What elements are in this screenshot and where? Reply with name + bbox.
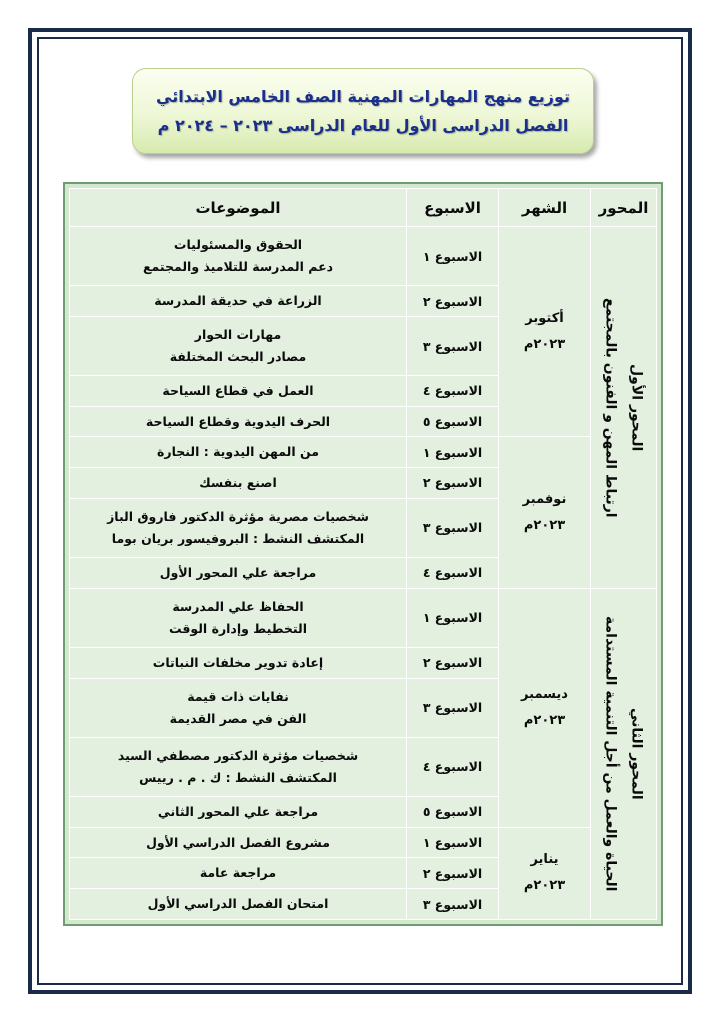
week-cell: الاسبوع ١ bbox=[407, 827, 499, 858]
topic-cell bbox=[70, 437, 407, 468]
week-cell: الاسبوع ٤ bbox=[407, 376, 499, 407]
topic-cell bbox=[70, 498, 407, 557]
topic-text: مهارات الحوار bbox=[194, 327, 282, 343]
topic-text: مراجعة عامة bbox=[199, 865, 277, 881]
schedule-table bbox=[69, 188, 657, 920]
week-cell: الاسبوع ٢ bbox=[407, 858, 499, 889]
topic-cell bbox=[70, 468, 407, 499]
topic-cell bbox=[70, 647, 407, 678]
month-name: ديسمبر bbox=[521, 686, 568, 702]
topic-text: العمل في قطاع السياحة bbox=[162, 382, 314, 398]
axis-title: ارتباط المهن و الفنون بالمجتمع bbox=[602, 297, 619, 518]
topic-text: المكتشف النشط : ك . م . رييس bbox=[139, 769, 337, 785]
week-cell: الاسبوع ١ bbox=[407, 437, 499, 468]
week-cell: الاسبوع ٣ bbox=[407, 678, 499, 737]
topic-text: إعادة تدوير مخلفات النباتات bbox=[152, 654, 324, 670]
topic-text: شخصيات مؤثرة الدكتور مصطفي السيد bbox=[117, 747, 359, 763]
week-cell: الاسبوع ٥ bbox=[407, 797, 499, 828]
week-cell: الاسبوع ١ bbox=[407, 227, 499, 286]
topic-cell bbox=[70, 286, 407, 317]
topic-text: شخصيات مصرية مؤثرة الدكتور فاروق الباز bbox=[107, 508, 369, 524]
page-title: توزيع منهج المهارات المهنية الصف الخامس الابتدائي bbox=[156, 87, 570, 106]
topic-text: الحقوق والمسئوليات bbox=[173, 237, 303, 253]
topic-text: الحرف اليدوية وقطاع السياحة bbox=[145, 413, 331, 429]
schedule-table-container bbox=[63, 182, 663, 926]
month-name: نوفمبر bbox=[522, 491, 567, 507]
topic-cell bbox=[70, 737, 407, 796]
topic-text: الزراعة في حديقة المدرسة bbox=[154, 293, 322, 309]
table-row bbox=[70, 227, 657, 286]
topic-text: نفايات ذات قيمة bbox=[187, 688, 289, 704]
topic-cell bbox=[70, 406, 407, 437]
axis-name: المحور الثاني bbox=[628, 708, 645, 800]
topic-text: من المهن اليدوية : النجارة bbox=[157, 444, 319, 460]
topic-cell bbox=[70, 376, 407, 407]
topic-cell bbox=[70, 797, 407, 828]
week-cell: الاسبوع ٢ bbox=[407, 468, 499, 499]
week-cell: الاسبوع ٣ bbox=[407, 498, 499, 557]
month-name: أكتوبر bbox=[525, 310, 564, 326]
axis-title: الحياة والعمل من أجل التنمية المستدامة bbox=[602, 616, 619, 892]
topic-text: مشروع الفصل الدراسي الأول bbox=[146, 834, 330, 850]
topic-text: امتحان الفصل الدراسي الأول bbox=[147, 896, 329, 912]
topic-cell bbox=[70, 678, 407, 737]
axis-cell-1 bbox=[591, 227, 657, 589]
month-year: ٢٠٢٣م bbox=[523, 517, 566, 533]
table-row bbox=[70, 588, 657, 647]
table-row bbox=[70, 827, 657, 858]
axis-name: المحور الأول bbox=[628, 363, 645, 452]
axis-cell-2 bbox=[591, 588, 657, 919]
week-cell: الاسبوع ٢ bbox=[407, 647, 499, 678]
month-name: يناير bbox=[530, 852, 559, 868]
topic-cell bbox=[70, 227, 407, 286]
topic-cell bbox=[70, 558, 407, 589]
month-cell-december bbox=[499, 588, 591, 827]
week-cell: الاسبوع ٤ bbox=[407, 737, 499, 796]
topic-text: المكتشف النشط : البروفيسور بريان بوما bbox=[111, 530, 365, 546]
week-cell: الاسبوع ٣ bbox=[407, 316, 499, 375]
topic-cell bbox=[70, 858, 407, 889]
topic-text: مراجعة علي المحور الثاني bbox=[157, 803, 319, 819]
topic-text: مصادر البحث المختلفة bbox=[169, 349, 307, 365]
month-cell-november bbox=[499, 437, 591, 588]
header-axis: المحور bbox=[591, 189, 657, 227]
week-cell: الاسبوع ٥ bbox=[407, 406, 499, 437]
header-month: الشهر bbox=[499, 189, 591, 227]
week-cell: الاسبوع ٣ bbox=[407, 889, 499, 920]
topic-text: مراجعة علي المحور الأول bbox=[159, 564, 317, 580]
month-cell-october bbox=[499, 227, 591, 437]
week-cell: الاسبوع ٢ bbox=[407, 286, 499, 317]
topic-cell bbox=[70, 889, 407, 920]
topic-text: اصنع بنفسك bbox=[199, 474, 277, 490]
page-subtitle: الفصل الدراسى الأول للعام الدراسى ٢٠٢٣ – ٢٠٢٤ م bbox=[157, 116, 569, 135]
topic-cell bbox=[70, 588, 407, 647]
week-cell: الاسبوع ٤ bbox=[407, 558, 499, 589]
topic-text: التخطيط وإدارة الوقت bbox=[168, 620, 308, 636]
table-row bbox=[70, 437, 657, 468]
topic-cell bbox=[70, 827, 407, 858]
month-year: ٢٠٢٣م bbox=[523, 712, 566, 728]
topic-text: دعم المدرسة للتلاميذ والمجتمع bbox=[142, 259, 334, 275]
title-banner bbox=[132, 68, 594, 154]
topic-cell bbox=[70, 316, 407, 375]
week-cell: الاسبوع ١ bbox=[407, 588, 499, 647]
month-year: ٢٠٢٣م bbox=[523, 336, 566, 352]
month-cell-january bbox=[499, 827, 591, 919]
month-year: ٢٠٢٣م bbox=[523, 878, 566, 894]
header-week: الاسبوع bbox=[407, 189, 499, 227]
topic-text: الفن في مصر القديمة bbox=[169, 710, 307, 726]
header-topics: الموضوعات bbox=[70, 189, 407, 227]
topic-text: الحفاظ علي المدرسة bbox=[172, 598, 304, 614]
